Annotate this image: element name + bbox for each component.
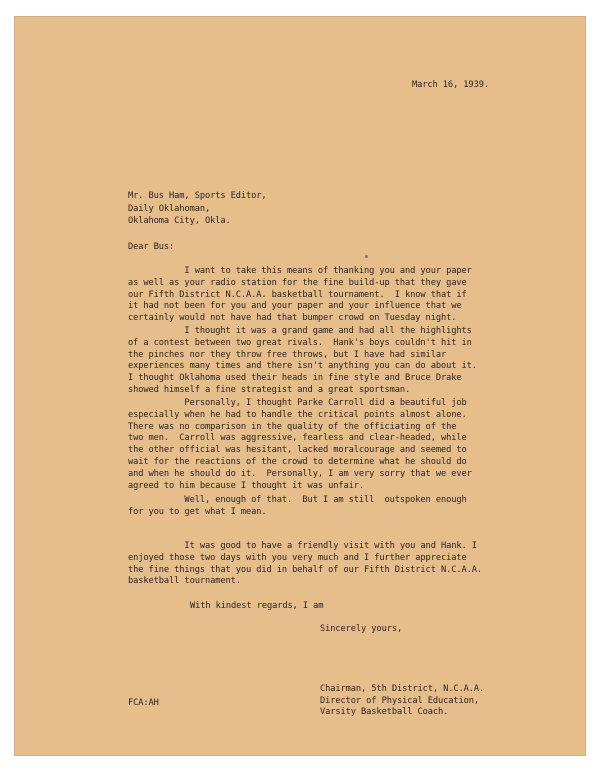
body-paragraph-5: It was good to have a friendly visit with you and Hank. I enjoyed those two days with you very much and I further appreciate the fine things that you did in behalf of our Fifth District N.C.A.A. basketball tournament. [128,541,482,587]
body-paragraph-3: Personally, I thought Parke Carroll did a beautiful job especially when he had to handle the critical points almost alone. There was no comparison in the quality of the officiating of the two men. Carroll was aggressive, fearless and clear-headed, while the other official was hesitant, lacked moralcourage and seemed to wait for the reactions of the crowd to determine what he should do and when he should do it. Personally, I am very sorry that we ever agreed to him because I thought it was unfair. [128,398,472,491]
signature-title-block: Chairman, 5th District, N.C.A.A. Director of Physical Education, Varsity Basketball Coach. [320,684,485,718]
closing-line: With kindest regards, I am [190,601,324,611]
sign-off: Sincerely yours, [320,624,403,634]
recipient-address: Mr. Bus Ham, Sports Editor, Daily Oklahoman, Oklahoma City, Okla. [128,191,267,227]
body-paragraph-4: Well, enough of that. But I am still outspoken enough for you to get what I mean. [128,495,467,517]
letter-date: March 16, 1939. [412,80,489,90]
body-paragraph-2: I thought it was a grand game and had all the highlights of a contest between two great rivals. Hank's boys couldn't hit in the pinches nor they throw free throws, but I have had similar experiences many times and there isn't anything you can do about it. I thought Oklahoma used their heads in fine style and Bruce Drake showed himself a fine strategist and a great sportsman. [128,326,477,395]
reference-initials: FCA:AH [128,698,159,708]
salutation: Dear Bus: [128,242,175,252]
letter-page [14,16,586,756]
ink-mark [365,255,368,258]
body-paragraph-1: I want to take this means of thanking you and your paper as well as your radio station for the fine build-up that they gave our Fifth District N.C.A.A. basketball tournament. I know that if it had not been for you and your paper and your influence that we certainly would not have had that bumper crowd on Tuesday night. [128,266,472,324]
